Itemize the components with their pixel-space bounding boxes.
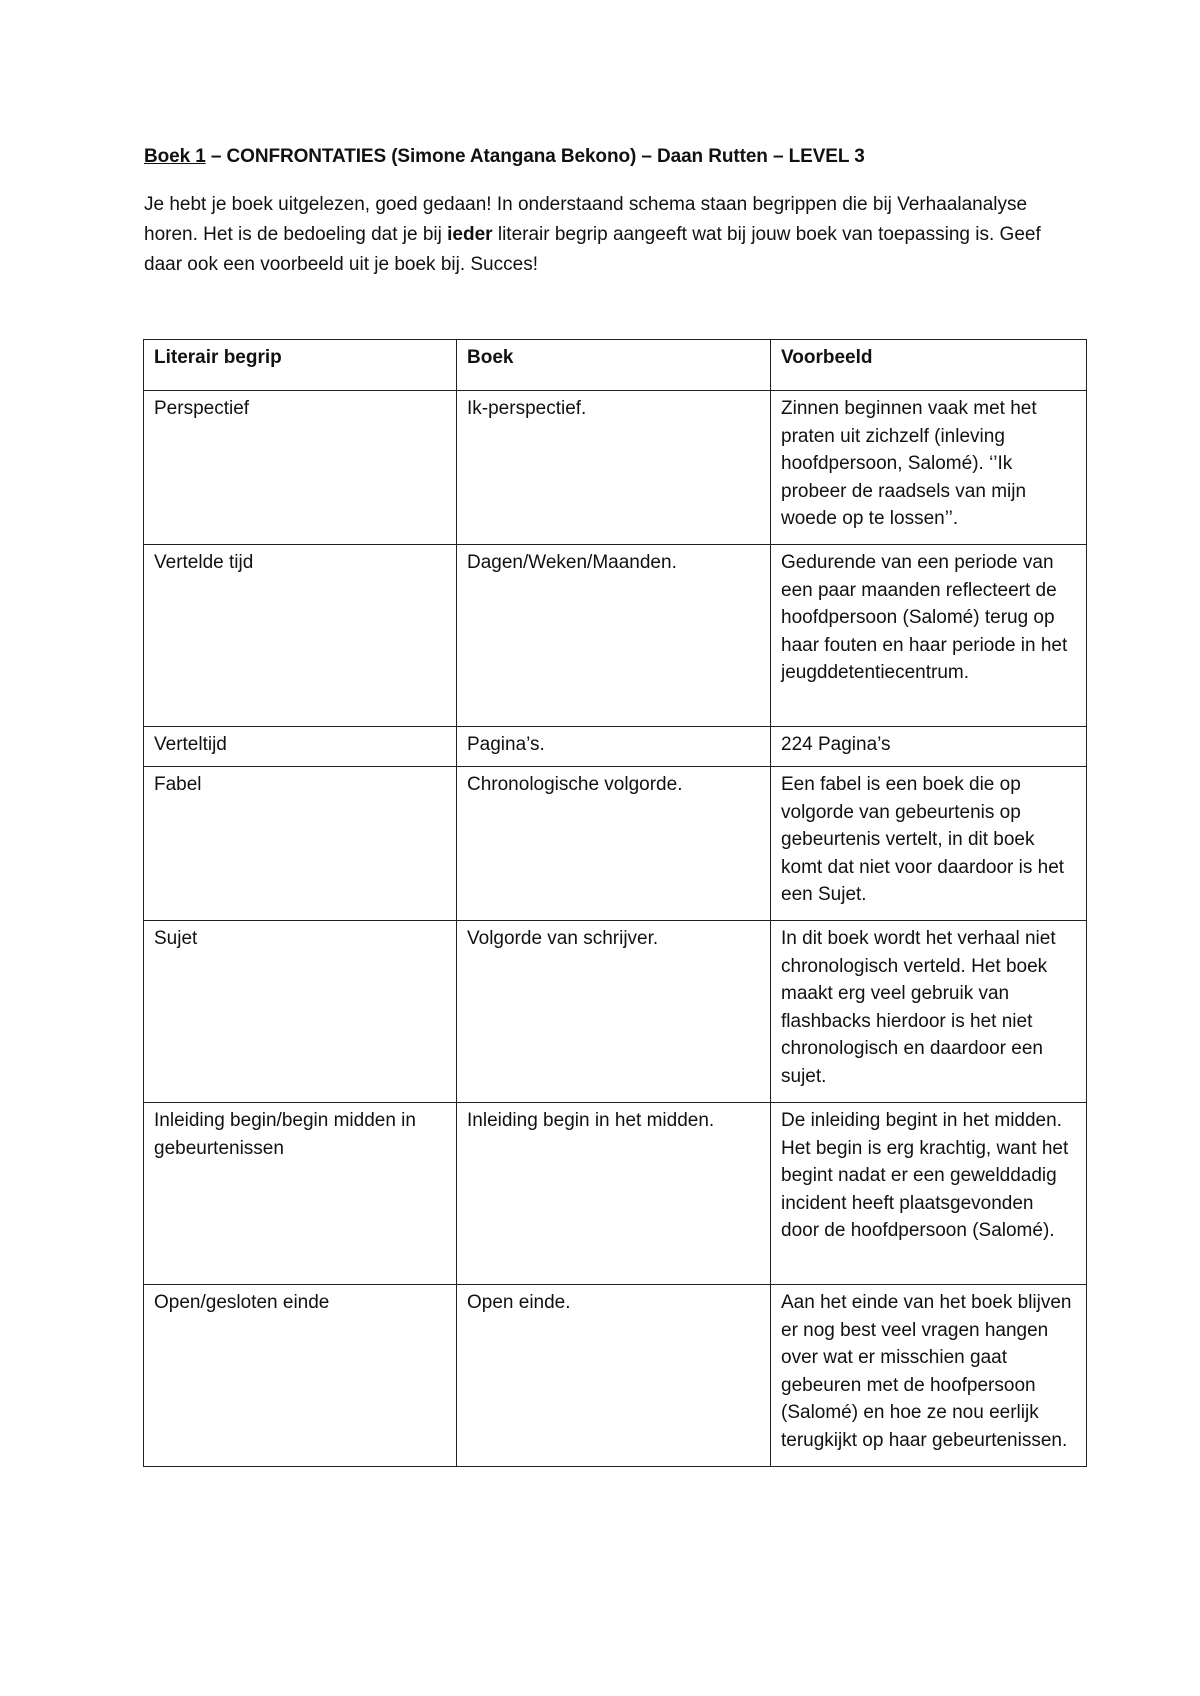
table-row bbox=[144, 921, 1087, 1103]
intro-text-part1: Je hebt je boek uitgelezen, goed gedaan! In onderstaand schema staan begrippen die bij Verhaalanalyse horen. Het is de bedoeling dat je bij bbox=[144, 194, 1028, 245]
table-row bbox=[144, 1103, 1087, 1285]
cell-boek: Pagina’s. bbox=[457, 727, 771, 767]
table-row bbox=[144, 1285, 1087, 1467]
header-literair-begrip: Literair begrip bbox=[144, 340, 457, 391]
table-header-row bbox=[144, 340, 1087, 391]
table-row bbox=[144, 727, 1087, 767]
intro-emphasis: ieder bbox=[447, 224, 493, 245]
intro-paragraph bbox=[144, 190, 1084, 280]
book-label: Boek 1 bbox=[144, 146, 206, 167]
cell-voorbeeld: Zinnen beginnen vaak met het praten uit zichzelf (inleving hoofdpersoon, Salomé). ‘’Ik probeer de raadsels van mijn woede op te lossen’’. bbox=[771, 391, 1087, 545]
cell-begrip: Fabel bbox=[144, 767, 457, 921]
cell-begrip: Vertelde tijd bbox=[144, 545, 457, 727]
table-row bbox=[144, 767, 1087, 921]
document-title bbox=[144, 146, 865, 168]
cell-boek: Ik-perspectief. bbox=[457, 391, 771, 545]
cell-boek: Chronologische volgorde. bbox=[457, 767, 771, 921]
cell-begrip: Sujet bbox=[144, 921, 457, 1103]
cell-voorbeeld: De inleiding begint in het midden. Het begin is erg krachtig, want het begint nadat er een gewelddadig incident heeft plaatsgevonden door de hoofdpersoon (Salomé). bbox=[771, 1103, 1087, 1285]
header-boek: Boek bbox=[457, 340, 771, 391]
cell-boek: Volgorde van schrijver. bbox=[457, 921, 771, 1103]
header-voorbeeld: Voorbeeld bbox=[771, 340, 1087, 391]
cell-voorbeeld: Gedurende van een periode van een paar maanden reflecteert de hoofdpersoon (Salomé) terug op haar fouten en haar periode in het jeugddetentiecentrum. bbox=[771, 545, 1087, 727]
cell-voorbeeld: Een fabel is een boek die op volgorde van gebeurtenis op gebeurtenis vertelt, in dit boek komt dat niet voor daardoor is het een Sujet. bbox=[771, 767, 1087, 921]
table-row bbox=[144, 545, 1087, 727]
cell-voorbeeld: Aan het einde van het boek blijven er nog best veel vragen hangen over wat er misschien gaat gebeuren met de hoofpersoon (Salomé) en hoe ze nou eerlijk terugkijkt op haar gebeurtenissen. bbox=[771, 1285, 1087, 1467]
cell-begrip: Inleiding begin/begin midden in gebeurtenissen bbox=[144, 1103, 457, 1285]
cell-voorbeeld: In dit boek wordt het verhaal niet chronologisch verteld. Het boek maakt erg veel gebruik van flashbacks hierdoor is het niet chronologisch en daardoor een sujet. bbox=[771, 921, 1087, 1103]
cell-begrip: Verteltijd bbox=[144, 727, 457, 767]
cell-begrip: Open/gesloten einde bbox=[144, 1285, 457, 1467]
intro-text-part2: literair begrip aangeeft wat bij jouw boek van toepassing is. Geef daar ook een voorbeeld uit je boek bij. Succes! bbox=[144, 224, 1041, 275]
cell-boek: Open einde. bbox=[457, 1285, 771, 1467]
cell-boek: Inleiding begin in het midden. bbox=[457, 1103, 771, 1285]
cell-begrip: Perspectief bbox=[144, 391, 457, 545]
literary-terms-table bbox=[143, 339, 1087, 1467]
cell-voorbeeld: 224 Pagina’s bbox=[771, 727, 1087, 767]
title-rest: – CONFRONTATIES (Simone Atangana Bekono) – Daan Rutten – LEVEL 3 bbox=[205, 146, 865, 167]
cell-boek: Dagen/Weken/Maanden. bbox=[457, 545, 771, 727]
table-row bbox=[144, 391, 1087, 545]
